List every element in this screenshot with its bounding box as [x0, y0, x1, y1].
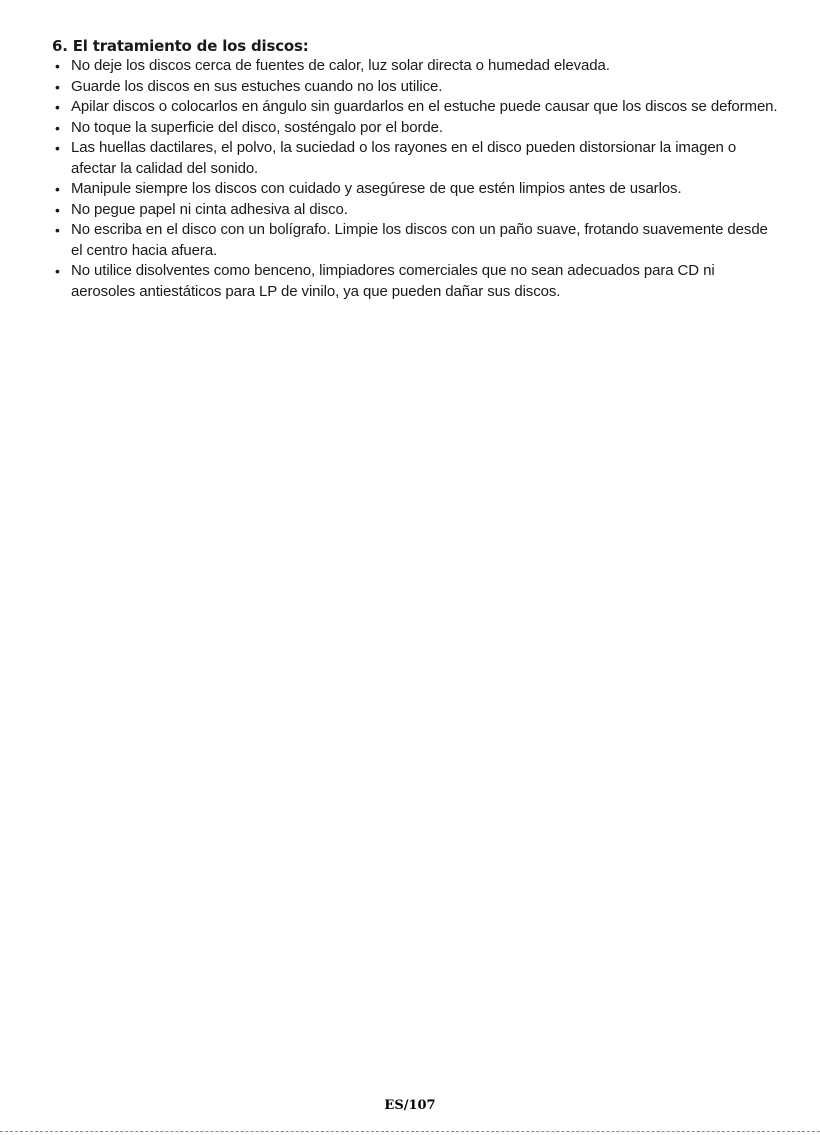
list-item: • No deje los discos cerca de fuentes de calor, luz solar directa o humedad elevada. — [52, 56, 782, 77]
page-number: ES/107 — [384, 1098, 436, 1113]
section-heading: 6. El tratamiento de los discos: — [52, 37, 309, 55]
disc-care-section — [52, 36, 782, 302]
list-item: • No utilice disolventes como benceno, limpiadores comerciales que no sean adecuados para CD ni aerosoles antiestáticos para LP de vinilo, ya que pueden dañar sus discos. — [52, 261, 782, 302]
list-item: • Guarde los discos en sus estuches cuando no los utilice. — [52, 77, 782, 98]
page-bottom-divider — [0, 1131, 820, 1132]
list-item: • Manipule siempre los discos con cuidado y asegúrese de que estén limpios antes de usarlos. — [52, 179, 782, 200]
list-item: • No toque la superficie del disco, sosténgalo por el borde. — [52, 118, 782, 139]
list-item: • No pegue papel ni cinta adhesiva al disco. — [52, 200, 782, 221]
list-item: • Las huellas dactilares, el polvo, la suciedad o los rayones en el disco pueden distorsionar la imagen o afectar la calidad del sonido. — [52, 138, 782, 179]
list-item: • No escriba en el disco con un bolígrafo. Limpie los discos con un paño suave, frotando suavemente desde el centro hacia afuera. — [52, 220, 782, 261]
list-item: • Apilar discos o colocarlos en ángulo sin guardarlos en el estuche puede causar que los discos se deformen. — [52, 97, 782, 118]
bullet-list — [52, 56, 782, 302]
